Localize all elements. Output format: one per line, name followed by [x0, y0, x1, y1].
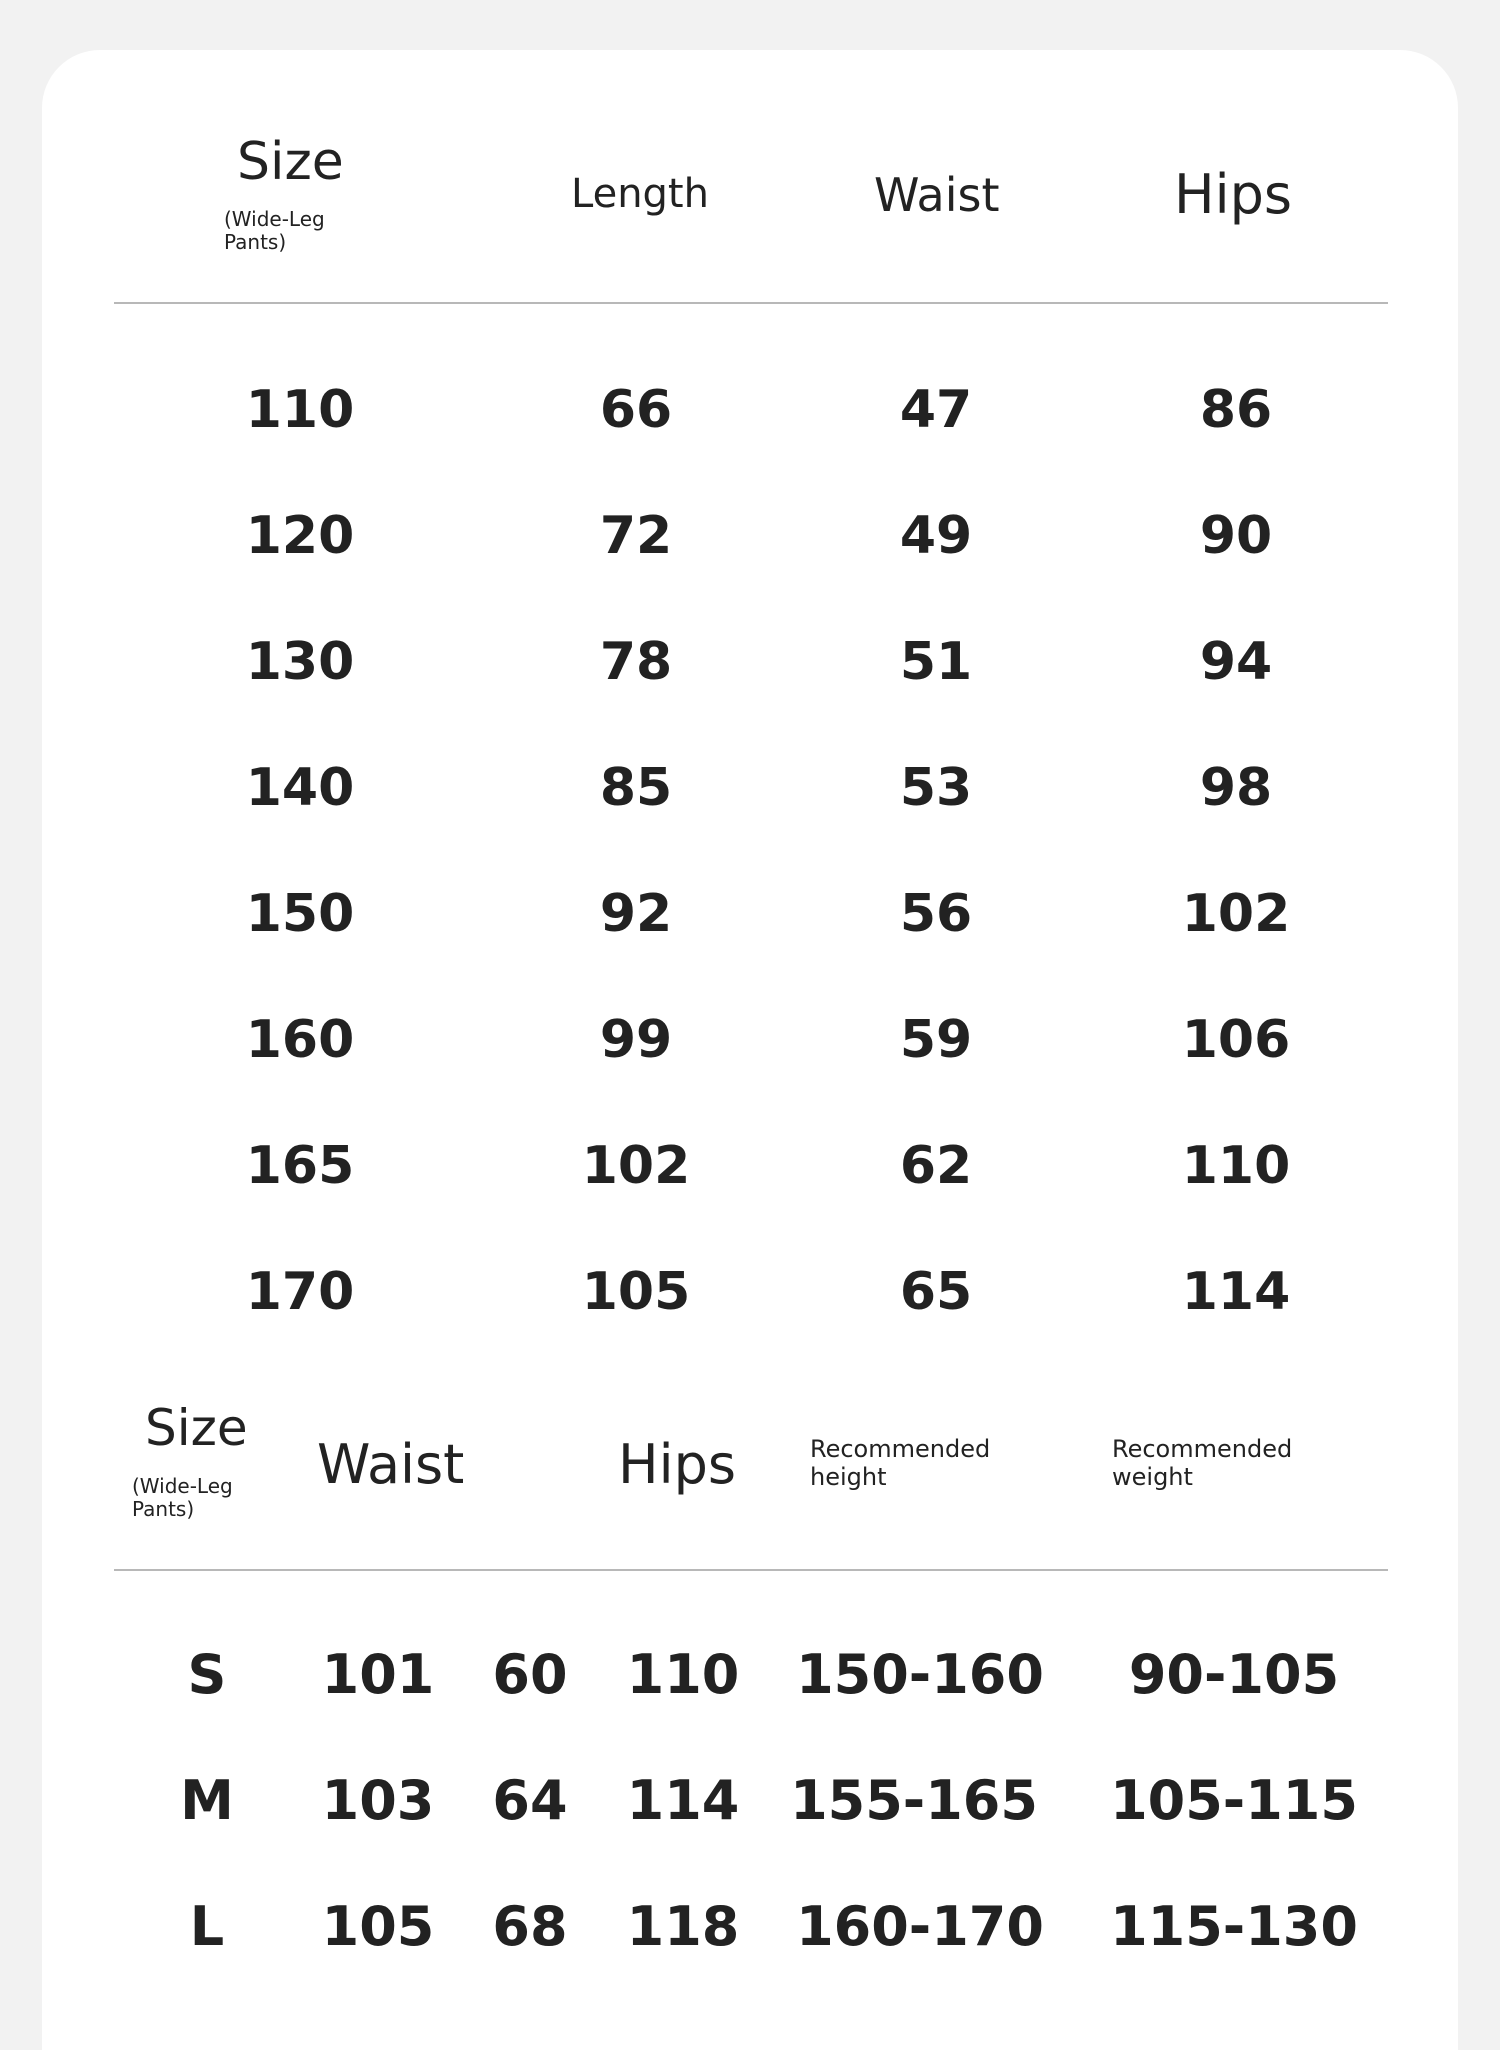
hips-cell: 106 [1181, 1010, 1291, 1070]
table-row [0, 1136, 1500, 1200]
length-cell: 85 [599, 758, 673, 818]
hips-cell: 102 [1181, 884, 1291, 944]
table-row [0, 632, 1500, 696]
hips-cell: 118 [626, 1895, 740, 1958]
hips-cell: 110 [626, 1643, 740, 1706]
table-row [0, 1643, 1500, 1712]
waist-cell: 56 [899, 884, 973, 944]
size-cell: S [187, 1643, 227, 1706]
hips-cell: 114 [626, 1769, 740, 1832]
length-cell: 78 [599, 632, 673, 692]
hips-cell: 110 [1181, 1136, 1291, 1196]
waist-cell: 49 [899, 506, 973, 566]
waist-cell: 51 [899, 632, 973, 692]
waist2-cell: 68 [492, 1895, 568, 1958]
size-cell: M [180, 1769, 234, 1832]
waist2-cell: 64 [492, 1769, 568, 1832]
table-row [0, 758, 1500, 822]
length-cell: 102 [581, 1136, 691, 1196]
table2-divider [114, 1569, 1388, 1571]
recommended-weight-cell: 105-115 [1110, 1769, 1358, 1832]
recommended-weight-cell: 115-130 [1110, 1895, 1358, 1958]
table-row [0, 1895, 1500, 1964]
hips-cell: 90 [1199, 506, 1273, 566]
size-cell: 165 [245, 1136, 355, 1196]
table2-waist-header: Waist [317, 1433, 465, 1496]
waist-cell: 47 [899, 380, 973, 440]
size-cell: 130 [245, 632, 355, 692]
size-cell: 110 [245, 380, 355, 440]
waist-cell: 101 [321, 1643, 435, 1706]
recommended-weight-cell: 90-105 [1128, 1643, 1340, 1706]
table1-size-header: Size [237, 132, 344, 192]
recommended-height-cell: 150-160 [796, 1643, 1044, 1706]
waist-cell: 53 [899, 758, 973, 818]
waist-cell: 65 [899, 1262, 973, 1322]
hips-cell: 86 [1199, 380, 1273, 440]
length-cell: 72 [599, 506, 673, 566]
length-cell: 99 [599, 1010, 673, 1070]
table1-divider [114, 302, 1388, 304]
hips-cell: 98 [1199, 758, 1273, 818]
size-cell: 140 [245, 758, 355, 818]
table-row [0, 1769, 1500, 1838]
table2-size-subheader: (Wide-Leg Pants) [132, 1474, 233, 1521]
hips-cell: 94 [1199, 632, 1273, 692]
recommended-height-cell: 160-170 [796, 1895, 1044, 1958]
size-cell: 170 [245, 1262, 355, 1322]
table2-hips-header: Hips [618, 1433, 737, 1496]
size-cell: 160 [245, 1010, 355, 1070]
table2-recommended-weight-header: Recommended weight [1112, 1435, 1293, 1491]
table1-waist-header: Waist [874, 168, 1000, 222]
hips-cell: 114 [1181, 1262, 1291, 1322]
length-cell: 66 [599, 380, 673, 440]
waist2-cell: 60 [492, 1643, 568, 1706]
waist-cell: 103 [321, 1769, 435, 1832]
waist-cell: 105 [321, 1895, 435, 1958]
table1-size-subheader: (Wide-Leg Pants) [224, 207, 325, 254]
table-row [0, 380, 1500, 444]
size-cell: 150 [245, 884, 355, 944]
table-row [0, 1010, 1500, 1074]
length-cell: 105 [581, 1262, 691, 1322]
waist-cell: 62 [899, 1136, 973, 1196]
table1-hips-header: Hips [1174, 163, 1293, 226]
table-row [0, 506, 1500, 570]
table-row [0, 1262, 1500, 1326]
table1-length-header: Length [571, 171, 709, 217]
size-cell: L [189, 1895, 225, 1958]
size-cell: 120 [245, 506, 355, 566]
table2-size-header: Size [145, 1399, 248, 1457]
table2-recommended-height-header: Recommended height [810, 1435, 991, 1491]
waist-cell: 59 [899, 1010, 973, 1070]
table-row [0, 884, 1500, 948]
length-cell: 92 [599, 884, 673, 944]
recommended-height-cell: 155-165 [790, 1769, 1038, 1832]
